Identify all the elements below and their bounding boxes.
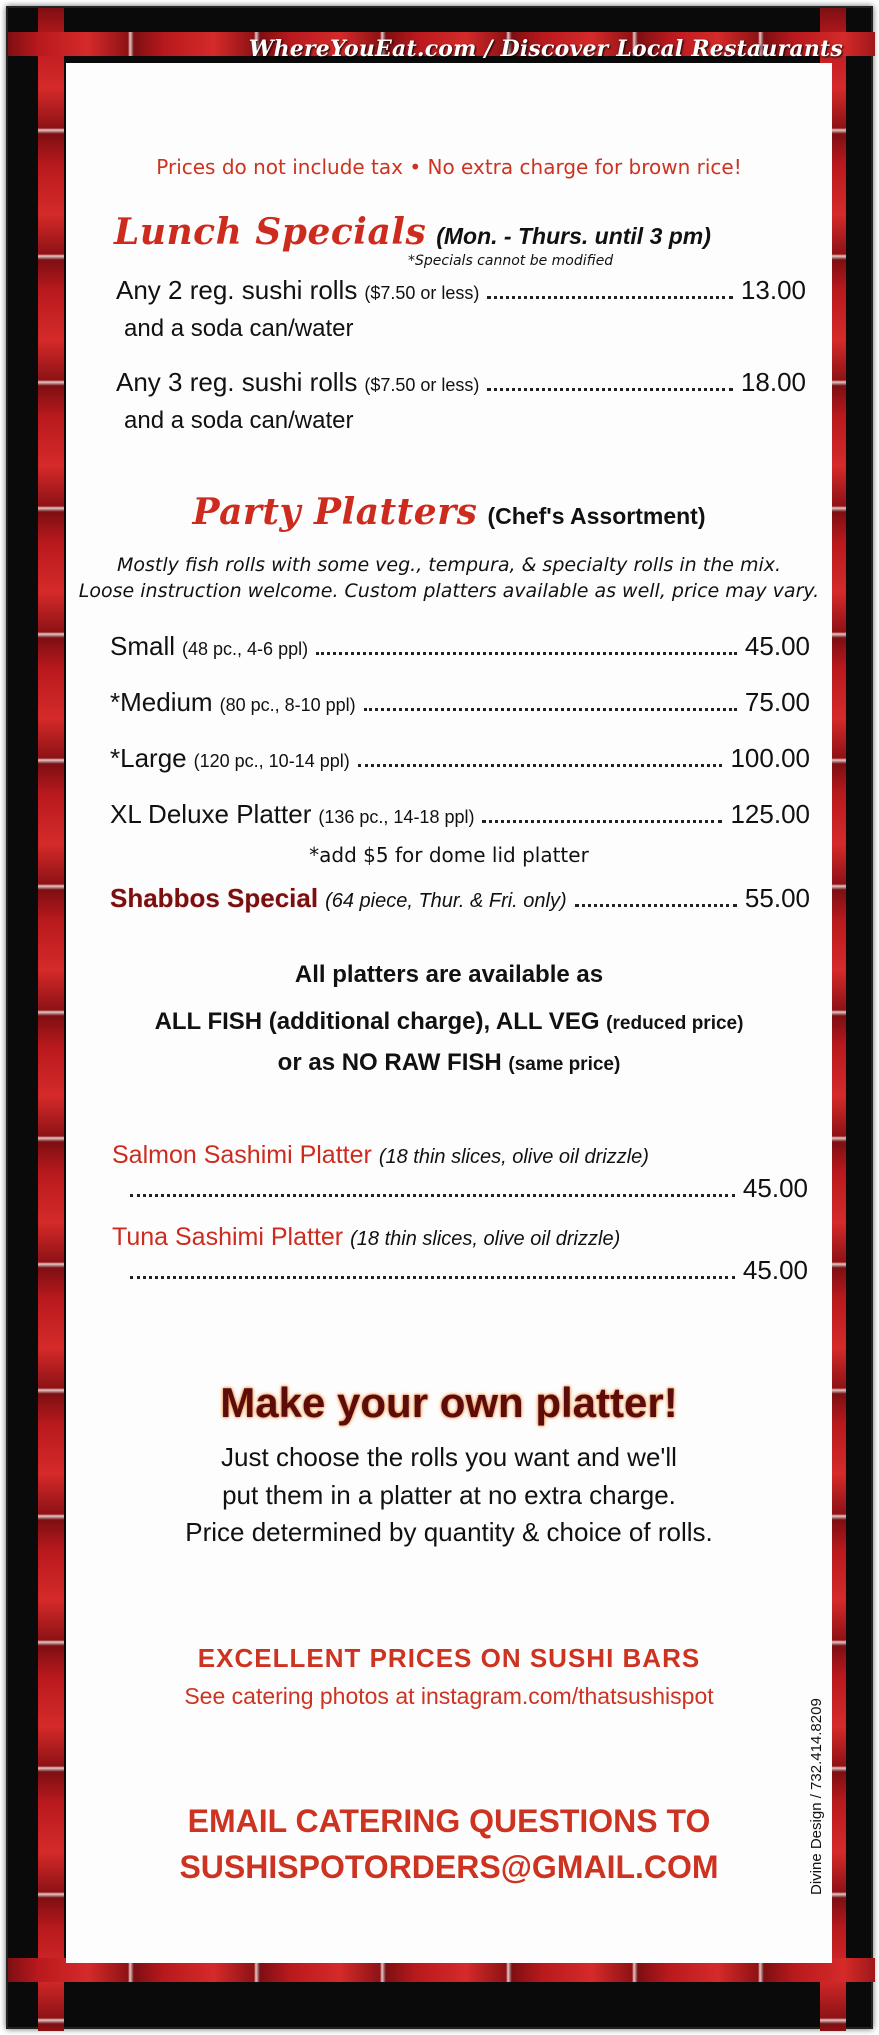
instagram-promo: See catering photos at instagram.com/thatsushispot xyxy=(184,1683,714,1709)
lunch-item-2-extra: and a soda can/water xyxy=(124,407,354,434)
item-detail: (64 piece, Thur. & Fri. only) xyxy=(325,890,567,912)
item-detail: (120 pc., 10-14 ppl) xyxy=(193,751,350,771)
menu-paper xyxy=(66,63,832,1963)
item-detail: (18 thin slices, olive oil drizzle) xyxy=(378,1146,649,1168)
make-your-own-line: Just choose the rolls you want and we'll xyxy=(221,1442,677,1472)
lunch-specials-hours: (Mon. - Thurs. until 3 pm) xyxy=(436,223,711,249)
leader-dots xyxy=(130,1194,735,1197)
item-price: 100.00 xyxy=(730,743,810,773)
availability-line-1: All platters are available as xyxy=(294,961,604,988)
availability-veg-note: (reduced price) xyxy=(606,1013,744,1034)
make-your-own-line: Price determined by quantity & choice of rolls. xyxy=(185,1517,713,1548)
item-price: 45.00 xyxy=(744,631,810,661)
description-line: Loose instruction welcome. Custom platters available as well, price may vary. xyxy=(78,579,820,602)
availability-line-2 xyxy=(66,1008,832,1036)
party-platters-subtitle: (Chef's Assortment) xyxy=(487,503,706,529)
tuna-sashimi-title xyxy=(112,1223,620,1252)
item-name: Shabbos Special xyxy=(110,883,319,913)
availability-no-raw: or as NO RAW FISH xyxy=(277,1049,502,1076)
salmon-sashimi-price-line xyxy=(130,1173,808,1204)
item-detail: (18 thin slices, olive oil drizzle) xyxy=(350,1228,621,1250)
make-your-own-line: put them in a platter at no extra charge. xyxy=(222,1479,676,1510)
item-detail: ($7.50 or less) xyxy=(364,283,480,303)
lunch-item-1-extra: and a soda can/water xyxy=(124,315,354,342)
dome-lid-note: *add $5 for dome lid platter xyxy=(309,843,589,867)
tuna-sashimi-price-line xyxy=(130,1255,808,1286)
bamboo-left-outer xyxy=(38,8,64,2031)
party-platters-header xyxy=(66,491,832,533)
leader-dots xyxy=(130,1276,735,1279)
leader-dots xyxy=(316,652,737,655)
item-name: Tuna Sashimi Platter xyxy=(112,1223,344,1251)
lunch-item-1 xyxy=(116,275,806,306)
leader-dots xyxy=(482,820,722,823)
availability-line-3 xyxy=(66,1049,832,1077)
item-detail: ($7.50 or less) xyxy=(364,375,480,395)
availability-no-raw-note: (same price) xyxy=(508,1054,621,1075)
leader-dots xyxy=(575,904,737,907)
item-price: 125.00 xyxy=(730,799,810,829)
designer-credit: Divine Design / 732.414.8209 xyxy=(808,1698,825,1895)
watermark-text: WhereYouEat.com / Discover Local Restaurants xyxy=(248,36,843,62)
item-name: Small xyxy=(110,631,176,661)
party-platters-title: Party Platters xyxy=(192,491,478,533)
leader-dots xyxy=(364,708,737,711)
description-line: Mostly fish rolls with some veg., tempura, & specialty rolls in the mix. xyxy=(116,554,782,576)
item-price: 55.00 xyxy=(744,883,810,913)
email-address: SUSHISPOTORDERS@GMAIL.COM xyxy=(179,1849,719,1885)
item-name: Any 3 reg. sushi rolls xyxy=(116,367,358,397)
sushi-bars-promo: EXCELLENT PRICES ON SUSHI BARS xyxy=(197,1643,701,1673)
item-detail: (136 pc., 14-18 ppl) xyxy=(318,807,475,827)
item-detail: (48 pc., 4-6 ppl) xyxy=(182,639,309,659)
make-your-own-title: Make your own platter! xyxy=(220,1379,678,1426)
availability-options: ALL FISH (additional charge), ALL VEG xyxy=(154,1008,600,1035)
tax-note: Prices do not include tax • No extra charge for brown rice! xyxy=(156,155,742,179)
leader-dots xyxy=(358,764,723,767)
lunch-specials-note: *Specials cannot be modified xyxy=(408,253,614,269)
item-name: XL Deluxe Platter xyxy=(110,799,312,829)
email-heading: EMAIL CATERING QUESTIONS TO xyxy=(187,1803,711,1839)
lunch-item-2 xyxy=(116,367,806,398)
menu-frame xyxy=(6,6,873,2029)
platter-large xyxy=(110,743,810,774)
shabbos-special xyxy=(110,883,810,914)
item-name: Any 2 reg. sushi rolls xyxy=(116,275,358,305)
item-price: 45.00 xyxy=(742,1255,808,1285)
item-name: *Large xyxy=(110,743,187,773)
platter-small xyxy=(110,631,810,662)
item-price: 75.00 xyxy=(744,687,810,717)
leader-dots xyxy=(487,388,733,391)
item-detail: (80 pc., 8-10 ppl) xyxy=(219,695,356,715)
item-price: 13.00 xyxy=(740,275,806,305)
salmon-sashimi-title xyxy=(112,1141,649,1170)
item-price: 45.00 xyxy=(742,1173,808,1203)
make-your-own-body xyxy=(66,1439,832,1552)
platter-medium xyxy=(110,687,810,718)
item-name: Salmon Sashimi Platter xyxy=(112,1141,372,1169)
leader-dots xyxy=(487,296,733,299)
item-name: *Medium xyxy=(110,687,213,717)
item-price: 18.00 xyxy=(740,367,806,397)
platter-xl-deluxe xyxy=(110,799,810,830)
party-platters-description xyxy=(66,553,832,604)
lunch-specials-header xyxy=(114,211,711,253)
lunch-specials-title: Lunch Specials xyxy=(114,211,427,253)
